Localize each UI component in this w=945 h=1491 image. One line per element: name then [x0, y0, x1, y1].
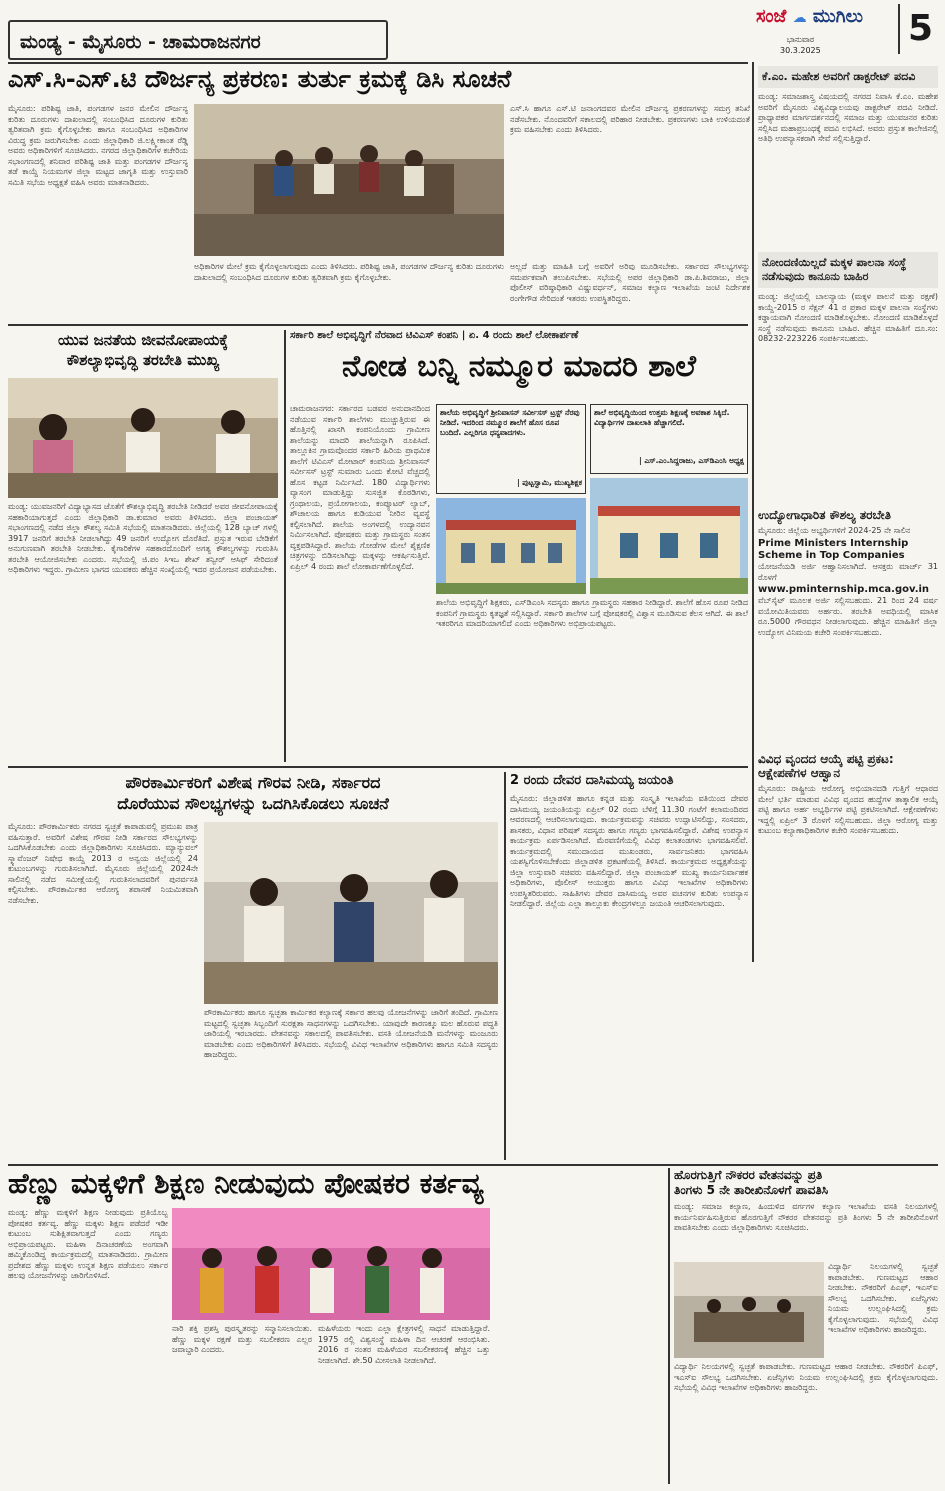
- sidebar-story3-body3: ವೆಬ್‌ಸೈಟ್ ಮೂಲಕ ಅರ್ಜಿ ಸಲ್ಲಿಸಬಹುದು. 21 ರಿಂದ 24 ವರ್ಷ ವಯೋಮಿತಿಯವರು ಅರ್ಹರು. ತರಬೇತಿ ಅವಧಿಯಲ್ಲಿ ಮಾಸಿಕ ರೂ.5000 ಗೌರವಧನ ನೀಡಲಾಗುವುದು. ಹೆಚ್ಚಿನ ಮಾಹಿತಿಗೆ ಜಿಲ್ಲಾ ಉದ್ಯೋಗ ವಿನಿಮಯ ಕಚೇರಿ ಸಂಪರ್ಕಿಸಬಹುದು.: [758, 596, 938, 637]
- story3-body-2: ಶಾಲೆಯ ಅಭಿವೃದ್ಧಿಗೆ ಶಿಕ್ಷಕರು, ಎಸ್‌ಡಿಎಂಸಿ ಸದಸ್ಯರು ಹಾಗೂ ಗ್ರಾಮಸ್ಥರು ಸಹಕಾರ ನೀಡಿದ್ದಾರೆ. ಶಾಲೆಗೆ ಹೊಸ ರೂಪ ನೀಡಿದ ಕಂಪನಿಗೆ ಗ್ರಾಮಸ್ಥರು ಕೃತಜ್ಞತೆ ಸಲ್ಲಿಸಿದ್ದಾರೆ. ಸರ್ಕಾರಿ ಶಾಲೆಗಳ ಬಗ್ಗೆ ಪೋಷಕರಲ್ಲಿ ವಿಶ್ವಾಸ ಮೂಡಿಸುವ ಕೆಲಸ ಆಗಿದೆ. ಈ ಶಾಲೆ ಇತರರಿಗೂ ಮಾದರಿಯಾಗಲಿದೆ ಎಂದು ಅಧಿಕಾರಿಗಳು ಅಭಿಪ್ರಾಯಪಟ್ಟರು.: [436, 598, 748, 628]
- sidebar-story2-body: ಮಂಡ್ಯ: ಜಿಲ್ಲೆಯಲ್ಲಿ ಬಾಲನ್ಯಾಯ (ಮಕ್ಕಳ ಪಾಲನೆ ಮತ್ತು ರಕ್ಷಣೆ) ಕಾಯ್ದೆ-2015 ರ ಸೆಕ್ಷನ್ 41 ರ ಪ್ರಕಾರ ಮಕ್ಕಳ ಪಾಲನಾ ಸಂಸ್ಥೆಗಳು ಕಡ್ಡಾಯವಾಗಿ ನೋಂದಣಿ ಮಾಡಿಕೊಳ್ಳಬೇಕು. ನೋಂದಣಿ ಮಾಡಿಕೊಳ್ಳದೆ ಸಂಸ್ಥೆ ನಡೆಸುವುದು ಕಾನೂನು ಬಾಹಿರ. ಹೆಚ್ಚಿನ ಮಾಹಿತಿಗೆ ದೂ.ಸಂ: 08232-223226 ಸಂಪರ್ಕಿಸಬಹುದು.: [758, 292, 938, 343]
- story1-photo: [194, 104, 504, 256]
- story7-body-side: ವಿದ್ಯಾರ್ಥಿ ನಿಲಯಗಳಲ್ಲಿ ಸ್ವಚ್ಛತೆ ಕಾಪಾಡಬೇಕು. ಗುಣಮಟ್ಟದ ಆಹಾರ ನೀಡಬೇಕು. ನೌಕರರಿಗೆ ಪಿಎಫ್, ಇಎಸ್ಐ ಸೌಲಭ್ಯ ಒದಗಿಸಬೇಕು. ಏಜೆನ್ಸಿಗಳು ನಿಯಮ ಉಲ್ಲಂಘಿಸಿದಲ್ಲಿ ಕ್ರಮ ಕೈಗೊಳ್ಳಲಾಗುವುದು. ಸಭೆಯಲ್ಲಿ ವಿವಿಧ ಇಲಾಖೆಗಳ ಅಧಿಕಾರಿಗಳು ಹಾಜರಿದ್ದರು.: [828, 1262, 938, 1334]
- divider: [8, 766, 748, 768]
- column-divider: [752, 62, 754, 962]
- story4-photo: [204, 822, 498, 1004]
- story1-caption: ಅಧಿಕಾರಿಗಳ ಮೇಲೆ ಕ್ರಮ ಕೈಗೊಳ್ಳಲಾಗುವುದು ಎಂದು ತಿಳಿಸಿದರು. ಪರಿಶಿಷ್ಟ ಜಾತಿ, ಪಂಗಡಗಳ ದೌರ್ಜನ್ಯ ಕುರಿತು ದೂರುಗಳು ದಾಖಲಾದಲ್ಲಿ ಸಂಬಂಧಿಸಿದ ದೂರುಗಳ ಕುರಿತು ತ್ವರಿತವಾಗಿ ಕ್ರಮ ಕೈಗೊಳ್ಳಬೇಕು.: [194, 262, 504, 282]
- story4-headline-line1: ಪೌರಕಾರ್ಮಿಕರಿಗೆ ವಿಶೇಷ ಗೌರವ ನೀಡಿ, ಸರ್ಕಾರದ: [125, 773, 381, 792]
- story3-photo-2: [590, 478, 748, 594]
- story4-headline-line2: ದೊರೆಯುವ ಸೌಲಭ್ಯಗಳನ್ನು ಒದಗಿಸಿಕೊಡಲು ಸೂಚನೆ: [117, 794, 389, 813]
- story3-headline: ನೋಡ ಬನ್ನಿ ನಮ್ಮೂರ ಮಾದರಿ ಶಾಲೆ: [342, 349, 696, 384]
- internship-url[interactable]: www.pminternship.mca.gov.in: [758, 584, 930, 595]
- sidebar-story1-title: ಕೆ.ಎಂ. ಮಹೇಶ ಅವರಿಗೆ ಡಾಕ್ಟರೇಟ್ ಪದವಿ: [758, 66, 938, 88]
- story7-headline: [674, 1168, 938, 1198]
- story7-body-2: ವಿದ್ಯಾರ್ಥಿ ನಿಲಯಗಳಲ್ಲಿ ಸ್ವಚ್ಛತೆ ಕಾಪಾಡಬೇಕು. ಗುಣಮಟ್ಟದ ಆಹಾರ ನೀಡಬೇಕು. ನೌಕರರಿಗೆ ಪಿಎಫ್, ಇಎಸ್ಐ ಸೌಲಭ್ಯ ಒದಗಿಸಬೇಕು. ಏಜೆನ್ಸಿಗಳು ನಿಯಮ ಉಲ್ಲಂಘಿಸಿದಲ್ಲಿ ಕ್ರಮ ಕೈಗೊಳ್ಳಲಾಗುವುದು. ಸಭೆಯಲ್ಲಿ ವಿವಿಧ ಇಲಾಖೆಗಳ ಅಧಿಕಾರಿಗಳು ಹಾಜರಿದ್ದರು.: [674, 1362, 938, 1392]
- sidebar-story3-title: ಉದ್ಯೋಗಾಧಾರಿತ ಕೌಶಲ್ಯ ತರಬೇತಿ: [758, 508, 891, 522]
- issue-date: 30.3.2025: [780, 46, 821, 55]
- cloud-icon: ☁: [792, 10, 807, 26]
- divider: [8, 62, 748, 64]
- story6-body: ಮಂಡ್ಯ: ಹೆಣ್ಣು ಮಕ್ಕಳಿಗೆ ಶಿಕ್ಷಣ ನೀಡುವುದು ಪ್ರತಿಯೊಬ್ಬ ಪೋಷಕರ ಕರ್ತವ್ಯ. ಹೆಣ್ಣು ಮಕ್ಕಳು ಶಿಕ್ಷಣ ಪಡೆದರೆ ಇಡೀ ಕುಟುಂಬ ಸುಶಿಕ್ಷಿತವಾಗುತ್ತದೆ ಎಂದು ಗಣ್ಯರು ಅಭಿಪ್ರಾಯಪಟ್ಟರು. ಮಹಿಳಾ ದಿನಾಚರಣೆಯ ಅಂಗವಾಗಿ ಹಮ್ಮಿಕೊಂಡಿದ್ದ ಕಾರ್ಯಕ್ರಮದಲ್ಲಿ ಮಾತನಾಡಿದರು. ಗ್ರಾಮೀಣ ಪ್ರದೇಶದ ಹೆಣ್ಣು ಮಕ್ಕಳು ಉನ್ನತ ಶಿಕ್ಷಣ ಪಡೆಯಲು ಸರ್ಕಾರ ಹಲವು ಯೋಜನೆಗಳನ್ನು ಜಾರಿಗೊಳಿಸಿದೆ.: [8, 1208, 168, 1280]
- column-divider: [504, 772, 506, 1160]
- story3-kicker: ಸರ್ಕಾರಿ ಶಾಲೆ ಅಭಿವೃದ್ಧಿಗೆ ನೆರವಾದ ಟಿವಿಎಸ್ ಕಂಪನಿ | ಏ. 4 ರಂದು ಶಾಲೆ ಲೋಕಾರ್ಪಣೆ: [290, 330, 579, 341]
- story1-body-col3: ಅಲ್ಲದೆ ಮತ್ತು ಮಾಹಿತಿ ಬಗ್ಗೆ ಅವರಿಗೆ ಅರಿವು ಮೂಡಿಸಬೇಕು. ಸರ್ಕಾರದ ಸೌಲಭ್ಯಗಳನ್ನು ಸಮರ್ಪಕವಾಗಿ ತಲುಪಿಸಬೇಕು. ಸಭೆಯಲ್ಲಿ ಅಪರ ಜಿಲ್ಲಾಧಿಕಾರಿ ಡಾ.ಪಿ.ಶಿವರಾಜು, ಜಿಲ್ಲಾ ಪೊಲೀಸ್ ವರಿಷ್ಠಾಧಿಕಾರಿ ವಿಷ್ಣುವರ್ಧನ್, ಸಮಾಜ ಕಲ್ಯಾಣ ಇಲಾಖೆಯ ಜಂಟಿ ನಿರ್ದೇಶಕ ರಂಗೇಗೌಡ ಸೇರಿದಂತೆ ಇತರರು ಉಪಸ್ಥಿತರಿದ್ದರು.: [510, 262, 750, 303]
- page-number: 5: [898, 4, 933, 54]
- story6-headline: ಹೆಣ್ಣು ಮಕ್ಕಳಿಗೆ ಶಿಕ್ಷಣ ನೀಡುವುದು ಪೋಷಕರ ಕರ್ತವ್ಯ: [8, 1167, 484, 1200]
- story2-headline: [8, 330, 278, 370]
- divider: [8, 324, 748, 326]
- quote-box-2: [590, 404, 748, 474]
- column-divider: [284, 330, 286, 762]
- story1-headline: ಎಸ್.ಸಿ-ಎಸ್.ಟಿ ದೌರ್ಜನ್ಯ ಪ್ರಕರಣ: ತುರ್ತು ಕ್ರಮಕ್ಕೆ ಡಿಸಿ ಸೂಚನೆ: [8, 65, 512, 93]
- story5-headline: 2 ರಂದು ದೇವರ ದಾಸಿಮಯ್ಯ ಜಯಂತಿ: [510, 773, 674, 788]
- sidebar-story3-body: ಮೈಸೂರು: ಜಿಲ್ಲೆಯ ಅಭ್ಯರ್ಥಿಗಳಿಗೆ 2024-25 ನೇ ಸಾಲಿನ: [758, 526, 911, 535]
- story7-headline-line1: ಹೊರಗುತ್ತಿಗೆ ನೌಕರರ ವೇತನವನ್ನು ಪ್ರತಿ: [674, 1168, 823, 1182]
- story2-headline-line1: ಯುವ ಜನತೆಯ ಜೀವನೋಪಾಯಕ್ಕೆ: [57, 331, 229, 349]
- sidebar-story4-body: ಮೈಸೂರು: ರಾಷ್ಟ್ರೀಯ ಆರೋಗ್ಯ ಅಭಿಯಾನದಡಿ ಗುತ್ತಿಗೆ ಆಧಾರದ ಮೇಲೆ ಭರ್ತಿ ಮಾಡುವ ವಿವಿಧ ವೃಂದದ ಹುದ್ದೆಗಳ ತಾತ್ಕಾಲಿಕ ಆಯ್ಕೆ ಪಟ್ಟಿ ಹಾಗೂ ಅರ್ಹ ಅಭ್ಯರ್ಥಿಗಳ ಪಟ್ಟಿ ಪ್ರಕಟಿಸಲಾಗಿದೆ. ಆಕ್ಷೇಪಣೆಗಳು ಇದ್ದಲ್ಲಿ ಏಪ್ರಿಲ್ 3 ರೊಳಗೆ ಸಲ್ಲಿಸಬಹುದು. ಜಿಲ್ಲಾ ಆರೋಗ್ಯ ಮತ್ತು ಕುಟುಂಬ ಕಲ್ಯಾಣಾಧಿಕಾರಿಗಳ ಕಚೇರಿ ಸಂಪರ್ಕಿಸಬಹುದು.: [758, 784, 938, 835]
- date-block: [780, 34, 821, 56]
- sidebar-story4-title: ವಿವಿಧ ವೃಂದದ ಆಯ್ಕೆ ಪಟ್ಟಿ ಪ್ರಕಟ: ಆಕ್ಷೇಪಣೆಗಳ ಆಹ್ವಾನ: [758, 752, 894, 780]
- story4-headline: [8, 772, 498, 814]
- story1-body-col2: ಎಸ್.ಸಿ ಹಾಗೂ ಎಸ್.ಟಿ ಜನಾಂಗದವರ ಮೇಲಿನ ದೌರ್ಜನ್ಯ ಪ್ರಕರಣಗಳನ್ನು ಸಮಗ್ರ ತನಿಖೆ ನಡೆಸಬೇಕು. ನೊಂದವರಿಗೆ ಸಕಾಲದಲ್ಲಿ ಪರಿಹಾರ ನೀಡಬೇಕು. ಪ್ರಕರಣಗಳು ಬಾಕಿ ಉಳಿಯದಂತೆ ಕ್ರಮ ವಹಿಸಬೇಕು ಎಂದು ತಿಳಿಸಿದರು.: [510, 104, 750, 134]
- story2-headline-line2: ಕೌಶಲ್ಯಾಭಿವೃದ್ಧಿ ತರಬೇತಿ ಮುಖ್ಯ: [66, 351, 220, 369]
- quote2-author: | ಎಸ್.ಎಂ.ಸಿದ್ದರಾಜು, ಎಸ್‌ಡಿಎಂಸಿ ಅಧ್ಯಕ್ಷ: [639, 456, 744, 465]
- quote1-author: | ಪುಟ್ಟಸ್ವಾಮಿ, ಮುಖ್ಯಶಿಕ್ಷಕ: [516, 478, 582, 487]
- logo-part-a: ಸಂಜೆ: [756, 6, 787, 27]
- sidebar-story2-title: ನೋಂದಣಿಯಿಲ್ಲದೆ ಮಕ್ಕಳ ಪಾಲನಾ ಸಂಸ್ಥೆ ನಡೆಸುವುದು ಕಾನೂನು ಬಾಹಿರ: [758, 252, 938, 288]
- quote2-text: ಶಾಲೆ ಅಭಿವೃದ್ಧಿಯಿಂದ ಉತ್ತಮ ಶಿಕ್ಷಣಕ್ಕೆ ಅವಕಾಶ ಸಿಕ್ಕಿದೆ. ವಿದ್ಯಾರ್ಥಿಗಳ ದಾಖಲಾತಿ ಹೆಚ್ಚಾಗಲಿದೆ.: [594, 408, 730, 427]
- quote-box-1: [436, 404, 586, 494]
- story6-body-3: ನಾರಿ ಶಕ್ತಿ ಪ್ರಶಸ್ತಿ ಪುರಸ್ಕೃತರನ್ನು ಸನ್ಮಾನಿಸಲಾಯಿತು. ಹೆಣ್ಣು ಮಕ್ಕಳ ರಕ್ಷಣೆ ಮತ್ತು ಸಬಲೀಕರಣ ಎಲ್ಲರ ಜವಾಬ್ದಾರಿ ಎಂದರು.: [172, 1324, 312, 1354]
- story4-body: ಮೈಸೂರು: ಪೌರಕಾರ್ಮಿಕರು ನಗರದ ಸ್ವಚ್ಛತೆ ಕಾಪಾಡುವಲ್ಲಿ ಪ್ರಮುಖ ಪಾತ್ರ ವಹಿಸುತ್ತಾರೆ. ಅವರಿಗೆ ವಿಶೇಷ ಗೌರವ ನೀಡಿ ಸರ್ಕಾರದ ಸೌಲಭ್ಯಗಳನ್ನು ಒದಗಿಸಿಕೊಡಬೇಕು ಎಂದು ಜಿಲ್ಲಾಧಿಕಾರಿಗಳು ಸೂಚಿಸಿದರು. ಮ್ಯಾನ್ಯುವಲ್ ಸ್ಕ್ಯಾವೆಂಜರ್ ನಿಷೇಧ ಕಾಯ್ದೆ 2013 ರ ಅನ್ವಯ ಜಿಲ್ಲೆಯಲ್ಲಿ 24 ಕುಟುಂಬಗಳನ್ನು ಗುರುತಿಸಲಾಗಿದೆ. ಮೈಸೂರು ಜಿಲ್ಲೆಯಲ್ಲಿ 2024ನೇ ಸಾಲಿನಲ್ಲಿ ನಡೆದ ಸಮೀಕ್ಷೆಯಲ್ಲಿ ಗುರುತಿಸಲಾದವರಿಗೆ ಪುನರ್ವಸತಿ ಕಲ್ಪಿಸಬೇಕು. ಪೌರಕಾರ್ಮಿಕರ ಆರೋಗ್ಯ ತಪಾಸಣೆ ನಿಯಮಿತವಾಗಿ ನಡೆಸಬೇಕು.: [8, 822, 198, 905]
- quote1-text: ಶಾಲೆಯ ಅಭಿವೃದ್ಧಿಗೆ ಶ್ರೀನಿವಾಸನ್ ಸರ್ವೀಸಸ್ ಟ್ರಸ್ಟ್ ನೆರವು ನೀಡಿದೆ. ಇದರಿಂದ ನಮ್ಮೂರ ಶಾಲೆಗೆ ಹೊಸ ರೂಪ ಬಂದಿದೆ. ಎಲ್ಲರಿಗೂ ಧನ್ಯವಾದಗಳು.: [440, 408, 580, 437]
- story2-body: ಮಂಡ್ಯ: ಯುವಜನರಿಗೆ ವಿದ್ಯಾಭ್ಯಾಸದ ಜೊತೆಗೆ ಕೌಶಲ್ಯಾಭಿವೃದ್ಧಿ ತರಬೇತಿ ನೀಡಿದರೆ ಅವರ ಜೀವನೋಪಾಯಕ್ಕೆ ಸಹಕಾರಿಯಾಗುತ್ತದೆ ಎಂದು ಜಿಲ್ಲಾಧಿಕಾರಿ ಡಾ.ಕುಮಾರ ಅವರು ತಿಳಿಸಿದರು. ಜಿಲ್ಲಾ ಪಂಚಾಯತ್ ಸಭಾಂಗಣದಲ್ಲಿ ನಡೆದ ಜಿಲ್ಲಾ ಕೌಶಲ್ಯ ಸಮಿತಿ ಸಭೆಯಲ್ಲಿ ಮಾತನಾಡಿದರು. ಜಿಲ್ಲೆಯಲ್ಲಿ 128 ಬ್ಯಾಚ್ ಗಳಲ್ಲಿ 3917 ಜನರಿಗೆ ತರಬೇತಿ ನೀಡಲಾಗಿದ್ದು 49 ಜನರಿಗೆ ಉದ್ಯೋಗ ದೊರೆತಿದೆ. ಪ್ರಸ್ತುತ ಇರುವ ಬೇಡಿಕೆಗೆ ಅನುಗುಣವಾಗಿ ತರಬೇತಿ ನೀಡಬೇಕು. ಕೈಗಾರಿಕೆಗಳ ಸಹಕಾರದೊಂದಿಗೆ ಅಗತ್ಯ ಕೌಶಲ್ಯಗಳನ್ನು ಗುರುತಿಸಿ ತರಬೇತಿ ಆಯೋಜಿಸಬೇಕು ಎಂದರು. ಸಭೆಯಲ್ಲಿ ಜಿ.ಪಂ ಸಿಇಒ ಶೇಖ್ ತನ್ವೀರ್ ಆಸಿಫ್ ಸೇರಿದಂತೆ ಅಧಿಕಾರಿಗಳು ಇದ್ದರು. ಗ್ರಾಮೀಣ ಭಾಗದ ಯುವಕರು ಹೆಚ್ಚಿನ ಸಂಖ್ಯೆಯಲ್ಲಿ ಇದರ ಪ್ರಯೋಜನ ಪಡೆಯಬೇಕು.: [8, 502, 278, 574]
- story5-body: ಮೈಸೂರು: ಜಿಲ್ಲಾಡಳಿತ ಹಾಗೂ ಕನ್ನಡ ಮತ್ತು ಸಂಸ್ಕೃತಿ ಇಲಾಖೆಯ ವತಿಯಿಂದ ದೇವರ ದಾಸಿಮಯ್ಯ ಜಯಂತಿಯನ್ನು ಏಪ್ರಿಲ್ 02 ರಂದು ಬೆಳಿಗ್ಗೆ 11.30 ಗಂಟೆಗೆ ಕಲಾಮಂದಿರದ ಆವರಣದಲ್ಲಿ ಆಚರಿಸಲಾಗುವುದು. ಕಾರ್ಯಕ್ರಮವನ್ನು ಸಚಿವರು ಉದ್ಘಾಟಿಸಲಿದ್ದು, ಸಂಸದರು, ಶಾಸಕರು, ವಿಧಾನ ಪರಿಷತ್ ಸದಸ್ಯರು ಹಾಗೂ ಗಣ್ಯರು ಭಾಗವಹಿಸಲಿದ್ದಾರೆ. ವಿಶೇಷ ಉಪನ್ಯಾಸ ಕಾರ್ಯಕ್ರಮ ಏರ್ಪಡಿಸಲಾಗಿದೆ. ಮೆರವಣಿಗೆಯಲ್ಲಿ ವಿವಿಧ ಕಲಾತಂಡಗಳು ಭಾಗವಹಿಸಲಿವೆ. ಕಾರ್ಯಕ್ರಮದಲ್ಲಿ ಸಮುದಾಯದ ಮುಖಂಡರು, ಸಾರ್ವಜನಿಕರು ಭಾಗವಹಿಸಿ ಯಶಸ್ವಿಗೊಳಿಸಬೇಕೆಂದು ಜಿಲ್ಲಾಡಳಿತ ಪ್ರಕಟಣೆಯಲ್ಲಿ ತಿಳಿಸಿದೆ. ಕಾರ್ಯಕ್ರಮದ ಅಧ್ಯಕ್ಷತೆಯನ್ನು ಜಿಲ್ಲಾ ಉಸ್ತುವಾರಿ ಸಚಿವರು ವಹಿಸಲಿದ್ದಾರೆ. ಜಿಲ್ಲಾ ಪಂಚಾಯತ್ ಮುಖ್ಯ ಕಾರ್ಯನಿರ್ವಾಹಕ ಅಧಿಕಾರಿಗಳು, ಪೊಲೀಸ್ ಆಯುಕ್ತರು ಹಾಗೂ ವಿವಿಧ ಇಲಾಖೆಗಳ ಅಧಿಕಾರಿಗಳು ಉಪಸ್ಥಿತರಿರುವರು. ಸಾಹಿತಿಗಳು ದೇವರ ದಾಸಿಮಯ್ಯ ಅವರ ವಚನಗಳ ಕುರಿತು ಉಪನ್ಯಾಸ ನೀಡಲಿದ್ದಾರೆ. ಜಿಲ್ಲೆಯ ಎಲ್ಲಾ ತಾಲ್ಲೂಕು ಕೇಂದ್ರಗಳಲ್ಲೂ ಜಯಂತಿ ಆಚರಿಸಲಾಗುವುದು.: [510, 794, 748, 908]
- story2-photo: [8, 378, 278, 498]
- story3-body: ಚಾಮರಾಜನಗರ: ಸರ್ಕಾರದ ಬಡವರ ಅನುದಾನದಿಂದ ನಡೆಯುವ ಸರ್ಕಾರಿ ಶಾಲೆಗಳು ಮುಚ್ಚುತ್ತಿರುವ ಈ ಹೊತ್ತಿನಲ್ಲಿ ಖಾಸಗಿ ಕಂಪನಿಯೊಂದು ಗ್ರಾಮೀಣ ಶಾಲೆಯನ್ನು ಮಾದರಿ ಶಾಲೆಯನ್ನಾಗಿ ರೂಪಿಸಿದೆ. ತಾಲ್ಲೂಕಿನ ಗ್ರಾಮವೊಂದರ ಸರ್ಕಾರಿ ಹಿರಿಯ ಪ್ರಾಥಮಿಕ ಶಾಲೆಗೆ ಟಿವಿಎಸ್ ಮೋಟಾರ್ ಕಂಪನಿಯ ಶ್ರೀನಿವಾಸನ್ ಸರ್ವೀಸಸ್ ಟ್ರಸ್ಟ್ ಸುಮಾರು ಒಂದು ಕೋಟಿ ವೆಚ್ಚದಲ್ಲಿ ಹೊಸ ಕಟ್ಟಡ ನಿರ್ಮಿಸಿದೆ. 180 ವಿದ್ಯಾರ್ಥಿಗಳು ವ್ಯಾಸಂಗ ಮಾಡುತ್ತಿದ್ದು ಸುಸಜ್ಜಿತ ಕೊಠಡಿಗಳು, ಗ್ರಂಥಾಲಯ, ಪ್ರಯೋಗಾಲಯ, ಕಂಪ್ಯೂಟರ್ ಲ್ಯಾಬ್, ಶೌಚಾಲಯ ಹಾಗೂ ಕುಡಿಯುವ ನೀರಿನ ವ್ಯವಸ್ಥೆ ಕಲ್ಪಿಸಲಾಗಿದೆ. ಶಾಲೆಯ ಅಂಗಳದಲ್ಲಿ ಉದ್ಯಾನವನ ನಿರ್ಮಿಸಲಾಗಿದೆ. ಪೋಷಕರು ಮತ್ತು ಗ್ರಾಮಸ್ಥರು ಸಂತಸ ವ್ಯಕ್ತಪಡಿಸಿದ್ದಾರೆ. ಶಾಲೆಯ ಗೋಡೆಗಳ ಮೇಲೆ ಶೈಕ್ಷಣಿಕ ಚಿತ್ರಗಳನ್ನು ಬಿಡಿಸಲಾಗಿದ್ದು ಮಕ್ಕಳನ್ನು ಆಕರ್ಷಿಸುತ್ತಿವೆ. ಏಪ್ರಿಲ್ 4 ರಂದು ಶಾಲೆ ಲೋಕಾರ್ಪಣೆಗೊಳ್ಳಲಿದೆ.: [290, 404, 430, 571]
- column-divider: [668, 1168, 670, 1484]
- story7-headline-line2: ತಿಂಗಳು 5 ನೇ ತಾರೀಖಿನೊಳಗೆ ಪಾವತಿಸಿ: [674, 1183, 829, 1197]
- story1-body: ಮೈಸೂರು: ಪರಿಶಿಷ್ಟ ಜಾತಿ, ಪಂಗಡಗಳ ಜನರ ಮೇಲಿನ ದೌರ್ಜನ್ಯ ಕುರಿತು ದೂರುಗಳು ದಾಖಲಾದಲ್ಲಿ ಸಂಬಂಧಿಸಿದ ದೂರುಗಳ ಕುರಿತು ತ್ವರಿತವಾಗಿ ಕ್ರಮ ಕೈಗೊಳ್ಳಬೇಕು ಹಾಗೂ ಸಂಬಂಧಿಸಿದ ಅಧಿಕಾರಿಗಳ ವಿರುದ್ಧ ಕ್ರಮ ಜರುಗಿಸಬೇಕು ಎಂದು ಜಿಲ್ಲಾಧಿಕಾರಿ ಜಿ.ಲಕ್ಷ್ಮೀಕಾಂತ ರೆಡ್ಡಿ ಅವರು ಅಧಿಕಾರಿಗಳಿಗೆ ಸೂಚಿಸಿದರು. ನಗರದ ಜಿಲ್ಲಾಧಿಕಾರಿಗಳ ಕಚೇರಿಯ ಸಭಾಂಗಣದಲ್ಲಿ ಶನಿವಾರ ಪರಿಶಿಷ್ಟ ಜಾತಿ ಮತ್ತು ಪಂಗಡಗಳ ದೌರ್ಜನ್ಯ ತಡೆ ಕಾಯ್ದೆ ನಿಯಮಗಳ ಜಿಲ್ಲಾ ಮಟ್ಟದ ಜಾಗೃತಿ ಮತ್ತು ಉಸ್ತುವಾರಿ ಸಮಿತಿ ಸಭೆಯ ಅಧ್ಯಕ್ಷತೆ ವಹಿಸಿ ಅವರು ಮಾತನಾಡಿದರು.: [8, 104, 188, 187]
- sidebar-story3-body2: ಯೋಜನೆಯಡಿ ಅರ್ಜಿ ಆಹ್ವಾನಿಸಲಾಗಿದೆ. ಆಸಕ್ತರು ಮಾರ್ಚ್ 31 ರೊಳಗೆ: [758, 562, 938, 582]
- story4-body-2: ಪೌರಕಾರ್ಮಿಕರು ಹಾಗೂ ಸ್ವಚ್ಛತಾ ಕಾರ್ಮಿಕರ ಕಲ್ಯಾಣಕ್ಕೆ ಸರ್ಕಾರ ಹಲವು ಯೋಜನೆಗಳನ್ನು ಜಾರಿಗೆ ತಂದಿದೆ. ಗ್ರಾಮೀಣ ಮಟ್ಟದಲ್ಲಿ ಸ್ವಚ್ಛತಾ ಸಿಬ್ಬಂದಿಗೆ ಸುರಕ್ಷತಾ ಸಾಧನಗಳನ್ನು ಒದಗಿಸಬೇಕು. ಯಾವುದೇ ಕಾರಣಕ್ಕೂ ಮಲ ಹೊರುವ ಪದ್ಧತಿ ಜಾರಿಯಲ್ಲಿ ಇರಬಾರದು. ವೇತನವನ್ನು ಸಕಾಲದಲ್ಲಿ ಪಾವತಿಸಬೇಕು. ವಸತಿ ಯೋಜನೆಯಡಿ ಮನೆಗಳನ್ನು ಮಂಜೂರು ಮಾಡಬೇಕು ಎಂದು ಅಧಿಕಾರಿಗಳಿಗೆ ತಿಳಿಸಿದರು. ಸಭೆಯಲ್ಲಿ ವಿವಿಧ ಇಲಾಖೆಗಳ ಅಧಿಕಾರಿಗಳು ಹಾಗೂ ಸಮಿತಿ ಸದಸ್ಯರು ಹಾಜರಿದ್ದರು.: [204, 1008, 498, 1059]
- logo-part-b: ಮುಗಿಲು: [812, 6, 863, 27]
- newspaper-logo: [756, 6, 891, 40]
- story7-photo: [674, 1262, 824, 1358]
- internship-program-name: Prime Ministers Internship Scheme in Top Companies: [758, 538, 909, 561]
- sidebar-story1-body: ಮಂಡ್ಯ: ಸಮಾಜಶಾಸ್ತ್ರ ವಿಷಯದಲ್ಲಿ ನಗರದ ನಿವಾಸಿ ಕೆ.ಎಂ. ಮಹೇಶ ಅವರಿಗೆ ಮೈಸೂರು ವಿಶ್ವವಿದ್ಯಾಲಯವು ಡಾಕ್ಟರೇಟ್ ಪದವಿ ನೀಡಿದೆ. ಪ್ರಾಧ್ಯಾಪಕರ ಮಾರ್ಗದರ್ಶನದಲ್ಲಿ ಸಮಾಜ ಮತ್ತು ಯುವಜನರ ಕುರಿತು ಸಲ್ಲಿಸಿದ ಮಹಾಪ್ರಬಂಧಕ್ಕೆ ಪದವಿ ಲಭಿಸಿದೆ. ಅವರು ಪ್ರಸ್ತುತ ಕಾಲೇಜಿನಲ್ಲಿ ಅತಿಥಿ ಉಪನ್ಯಾಸಕರಾಗಿ ಸೇವೆ ಸಲ್ಲಿಸುತ್ತಿದ್ದಾರೆ.: [758, 92, 938, 143]
- divider: [8, 1164, 938, 1166]
- section-title: ಮಂಡ್ಯ - ಮೈಸೂರು - ಚಾಮರಾಜನಗರ: [8, 20, 388, 60]
- issue-day: ಭಾನುವಾರ: [786, 35, 815, 44]
- story3-photo-1: [436, 498, 586, 594]
- story7-body: ಮಂಡ್ಯ: ಸಮಾಜ ಕಲ್ಯಾಣ, ಹಿಂದುಳಿದ ವರ್ಗಗಳ ಕಲ್ಯಾಣ ಇಲಾಖೆಯ ವಸತಿ ನಿಲಯಗಳಲ್ಲಿ ಕಾರ್ಯನಿರ್ವಹಿಸುತ್ತಿರುವ ಹೊರಗುತ್ತಿಗೆ ನೌಕರರ ವೇತನವನ್ನು ಪ್ರತಿ ತಿಂಗಳು 5 ನೇ ತಾರೀಖಿನೊಳಗೆ ಪಾವತಿಸಬೇಕು ಎಂದು ಜಿಲ್ಲಾಧಿಕಾರಿಗಳು ಸೂಚಿಸಿದರು.: [674, 1202, 938, 1232]
- story6-body-2: ಮಹಿಳೆಯರು ಇಂದು ಎಲ್ಲಾ ಕ್ಷೇತ್ರಗಳಲ್ಲಿ ಸಾಧನೆ ಮಾಡುತ್ತಿದ್ದಾರೆ. 1975 ರಲ್ಲಿ ವಿಶ್ವಸಂಸ್ಥೆ ಮಹಿಳಾ ದಿನ ಆಚರಣೆ ಆರಂಭಿಸಿತು. 2016 ರ ನಂತರ ಮಹಿಳೆಯರ ಸಬಲೀಕರಣಕ್ಕೆ ಹೆಚ್ಚಿನ ಒತ್ತು ನೀಡಲಾಗಿದೆ. ಶೇ.50 ಮೀಸಲಾತಿ ನೀಡಲಾಗಿದೆ.: [318, 1324, 490, 1365]
- story6-photo: [172, 1208, 490, 1320]
